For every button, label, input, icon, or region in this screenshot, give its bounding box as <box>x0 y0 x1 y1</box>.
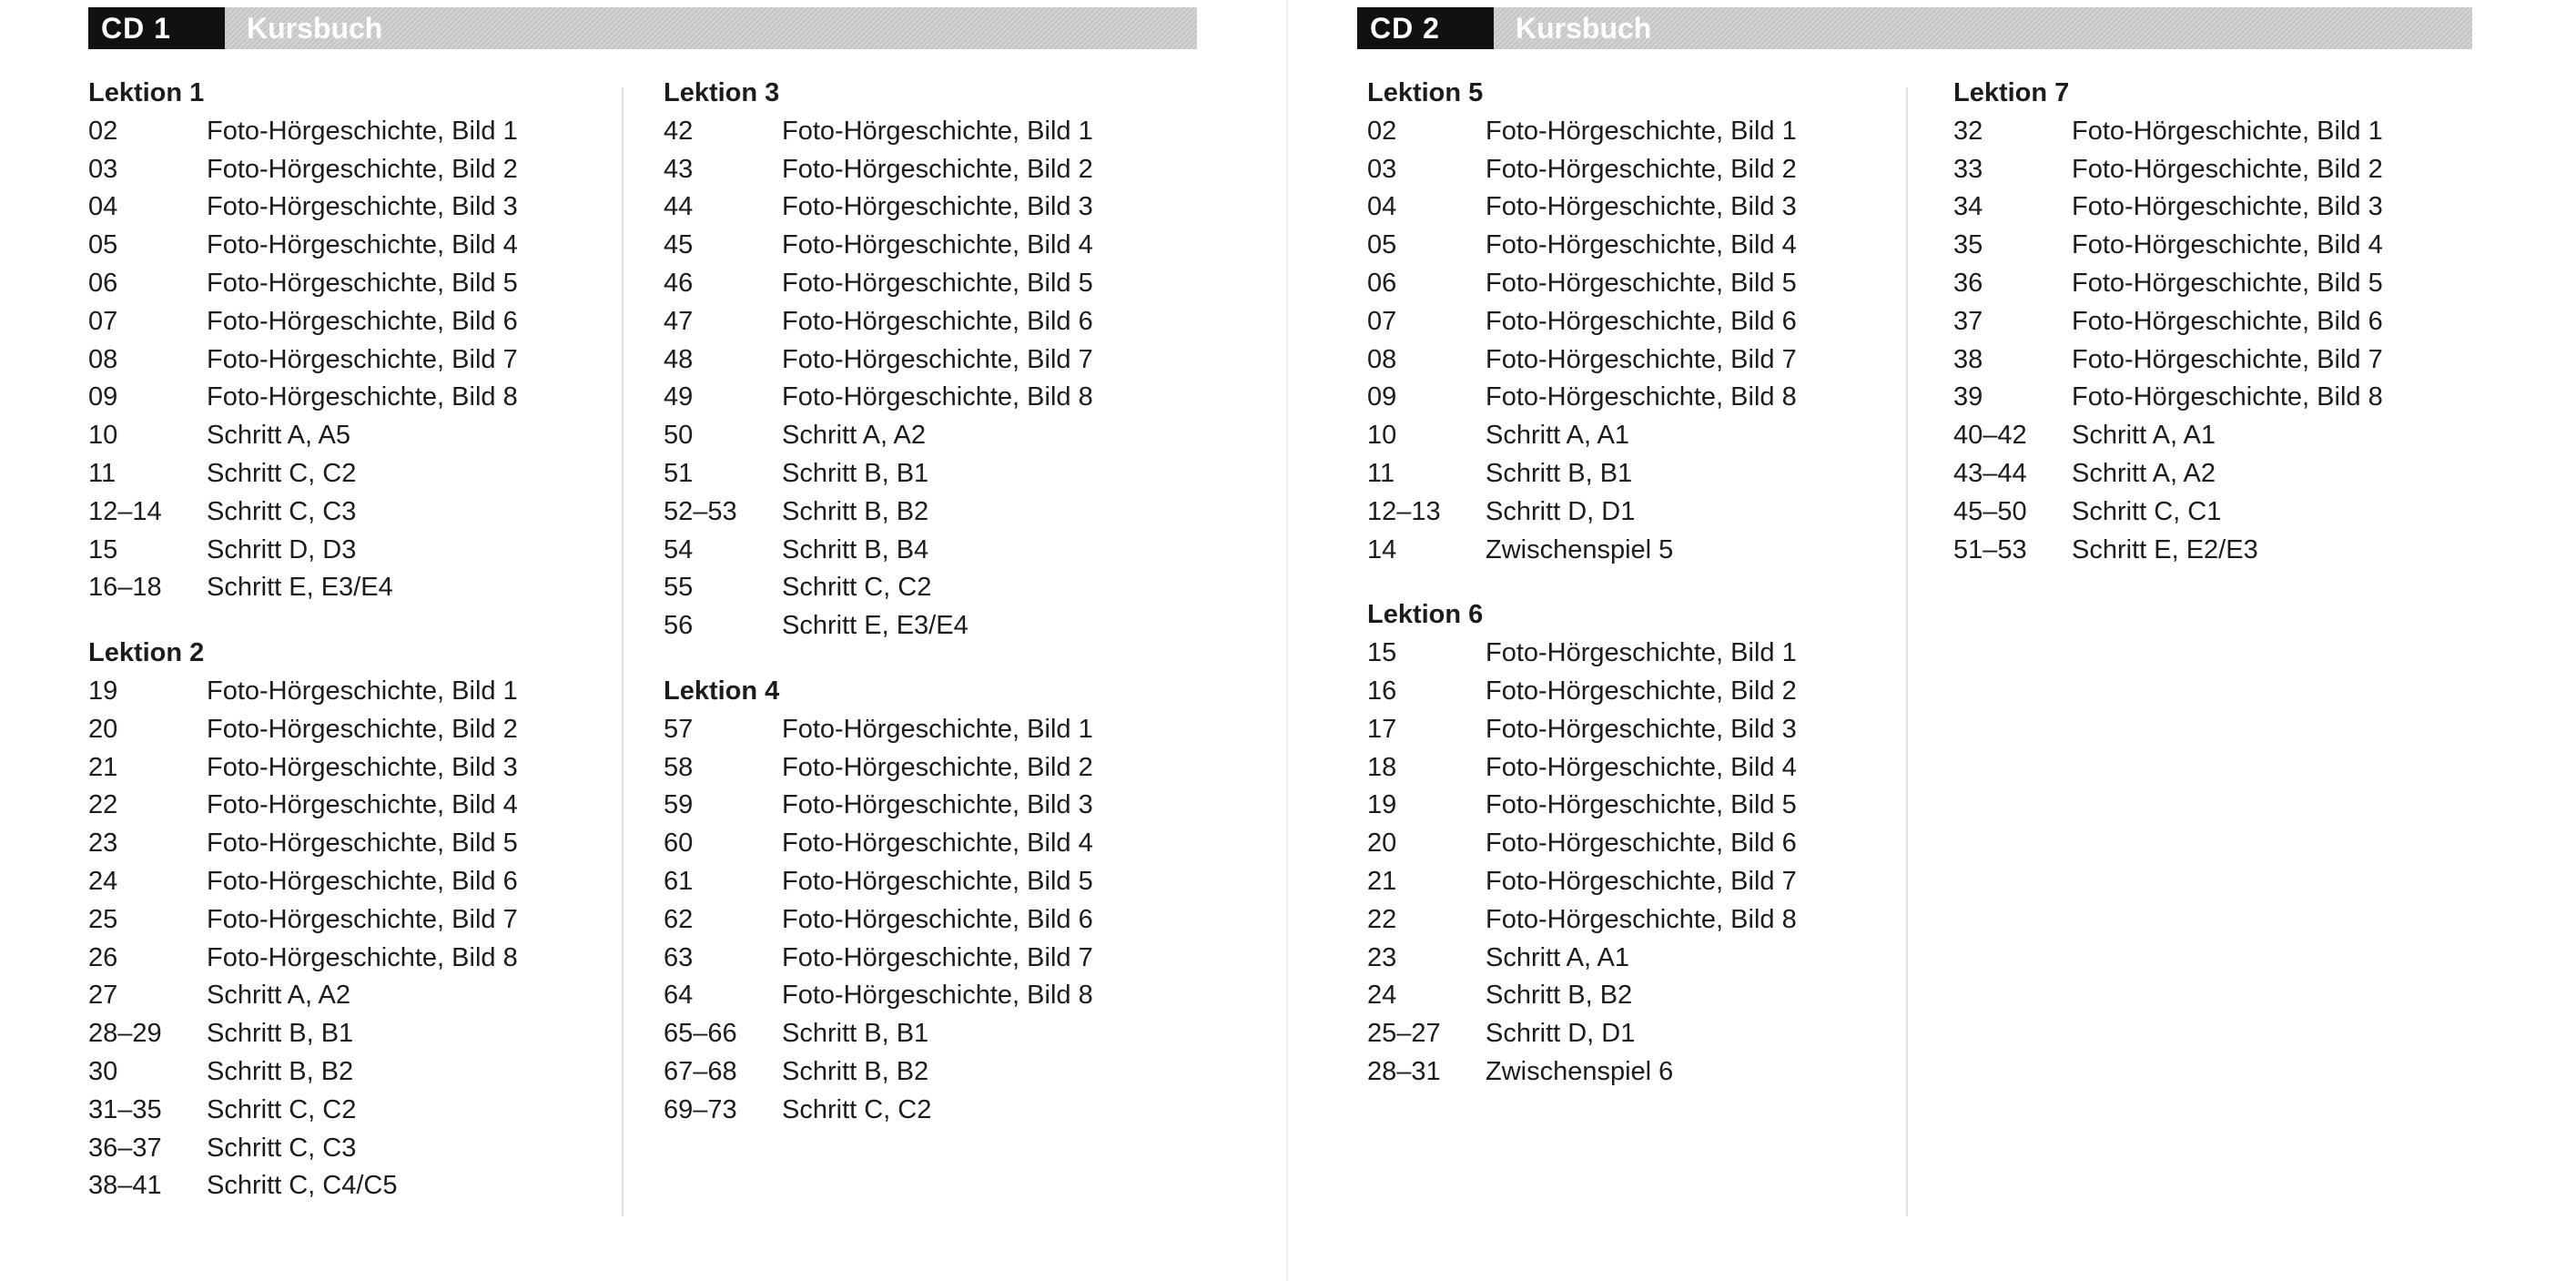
track-title: Schritt D, D1 <box>1486 496 1636 526</box>
track-number: 31–35 <box>88 1094 162 1124</box>
track-row <box>88 265 616 303</box>
track-number: 16 <box>1367 676 1397 706</box>
track-title: Foto-Hörgeschichte, Bild 7 <box>2072 344 2383 374</box>
lesson-title: Lektion 4 <box>664 676 780 706</box>
track-title: Schritt B, B2 <box>782 496 929 526</box>
track-title: Zwischenspiel 5 <box>1486 534 1674 564</box>
track-row <box>664 455 1192 493</box>
track-number: 16–18 <box>88 573 162 603</box>
track-row <box>1367 673 1895 711</box>
track-number: 36–37 <box>88 1133 162 1163</box>
track-number: 57 <box>664 714 694 744</box>
cd-label: CD 2 <box>1357 7 1494 49</box>
track-title: Zwischenspiel 6 <box>1486 1056 1674 1086</box>
track-number: 51 <box>664 458 694 488</box>
track-title: Schritt B, B1 <box>782 1019 929 1049</box>
track-number: 45–50 <box>1953 496 2027 526</box>
track-row <box>664 265 1192 303</box>
track-number: 08 <box>88 344 118 374</box>
lesson-section <box>664 75 1192 646</box>
track-row <box>664 493 1192 532</box>
track-title: Schritt C, C2 <box>207 458 357 488</box>
track-row <box>664 940 1192 978</box>
track-row <box>88 977 616 1015</box>
track-title: Foto-Hörgeschichte, Bild 6 <box>1486 829 1797 859</box>
track-title: Foto-Hörgeschichte, Bild 3 <box>1486 714 1797 744</box>
track-row <box>88 863 616 901</box>
track-row <box>1367 455 1895 493</box>
track-number: 05 <box>1367 230 1397 260</box>
track-title: Foto-Hörgeschichte, Bild 2 <box>207 714 518 744</box>
track-row <box>664 787 1192 825</box>
lesson-title: Lektion 1 <box>88 78 205 107</box>
track-row <box>664 341 1192 380</box>
cd2-header <box>1357 7 2472 49</box>
track-number: 47 <box>664 306 694 336</box>
track-row <box>664 607 1192 646</box>
track-number: 46 <box>664 268 694 298</box>
track-number: 10 <box>1367 421 1397 451</box>
track-row <box>88 569 616 607</box>
track-title: Schritt B, B1 <box>207 1019 354 1049</box>
track-number: 33 <box>1953 154 1983 184</box>
track-title: Schritt B, B1 <box>1486 458 1633 488</box>
track-title: Foto-Hörgeschichte, Bild 2 <box>782 752 1093 782</box>
track-number: 10 <box>88 421 118 451</box>
track-number: 49 <box>664 382 694 412</box>
track-row <box>664 569 1192 607</box>
track-row <box>88 1130 616 1168</box>
track-number: 04 <box>88 192 118 222</box>
track-row <box>664 711 1192 749</box>
track-row <box>664 188 1192 227</box>
track-number: 12–13 <box>1367 496 1441 526</box>
track-title: Foto-Hörgeschichte, Bild 6 <box>782 904 1093 934</box>
track-row <box>664 977 1192 1015</box>
track-row <box>664 227 1192 265</box>
track-row <box>664 749 1192 788</box>
track-number: 20 <box>1367 829 1397 859</box>
track-row <box>1953 417 2481 455</box>
track-row <box>88 901 616 940</box>
track-number: 19 <box>1367 790 1397 820</box>
lesson-section <box>88 635 616 1205</box>
track-title: Schritt A, A2 <box>207 981 350 1011</box>
track-number: 11 <box>1367 458 1395 488</box>
track-number: 30 <box>88 1056 118 1086</box>
track-row <box>1367 151 1895 189</box>
book-label: Kursbuch <box>1494 7 2472 49</box>
track-row <box>1367 265 1895 303</box>
track-row <box>1367 787 1895 825</box>
track-row <box>664 825 1192 863</box>
track-number: 45 <box>664 230 694 260</box>
track-row <box>1367 303 1895 341</box>
track-number: 44 <box>664 192 694 222</box>
track-row <box>1953 151 2481 189</box>
track-number: 15 <box>1367 638 1397 668</box>
track-row <box>1367 863 1895 901</box>
track-row <box>1367 1053 1895 1092</box>
track-title: Foto-Hörgeschichte, Bild 6 <box>782 306 1093 336</box>
track-title: Foto-Hörgeschichte, Bild 4 <box>782 230 1093 260</box>
track-row <box>664 901 1192 940</box>
track-row <box>88 227 616 265</box>
track-title: Foto-Hörgeschichte, Bild 8 <box>207 382 518 412</box>
track-number: 17 <box>1367 714 1397 744</box>
track-title: Schritt E, E3/E4 <box>207 573 393 603</box>
track-title: Foto-Hörgeschichte, Bild 8 <box>1486 904 1797 934</box>
track-row <box>1367 188 1895 227</box>
track-row <box>664 1015 1192 1053</box>
track-number: 22 <box>1367 904 1397 934</box>
track-column <box>1953 75 2481 596</box>
track-number: 06 <box>88 268 118 298</box>
cd-label: CD 1 <box>88 7 225 49</box>
track-number: 03 <box>88 154 118 184</box>
track-row <box>88 825 616 863</box>
track-column <box>664 75 1192 1157</box>
track-number: 05 <box>88 230 118 260</box>
track-title: Foto-Hörgeschichte, Bild 4 <box>207 230 518 260</box>
track-title: Foto-Hörgeschichte, Bild 1 <box>1486 638 1797 668</box>
track-title: Foto-Hörgeschichte, Bild 2 <box>782 154 1093 184</box>
track-number: 24 <box>88 866 118 896</box>
track-number: 48 <box>664 344 694 374</box>
track-title: Foto-Hörgeschichte, Bild 6 <box>1486 306 1797 336</box>
track-title: Foto-Hörgeschichte, Bild 7 <box>782 942 1093 972</box>
track-title: Schritt B, B2 <box>207 1056 354 1086</box>
track-title: Foto-Hörgeschichte, Bild 1 <box>782 116 1093 146</box>
track-number: 67–68 <box>664 1056 737 1086</box>
track-title: Schritt A, A2 <box>782 421 926 451</box>
track-number: 38 <box>1953 344 1983 374</box>
track-number: 56 <box>664 611 694 641</box>
track-number: 58 <box>664 752 694 782</box>
track-number: 38–41 <box>88 1171 162 1201</box>
track-row <box>1953 493 2481 532</box>
track-title: Schritt C, C2 <box>782 1094 932 1124</box>
lesson-title: Lektion 3 <box>664 78 780 107</box>
track-title: Foto-Hörgeschichte, Bild 8 <box>782 382 1093 412</box>
lesson-title: Lektion 7 <box>1953 78 2070 107</box>
track-number: 36 <box>1953 268 1983 298</box>
track-row <box>664 532 1192 570</box>
track-row <box>88 379 616 417</box>
track-number: 08 <box>1367 344 1397 374</box>
track-row <box>664 303 1192 341</box>
track-title: Foto-Hörgeschichte, Bild 1 <box>207 676 518 706</box>
track-row <box>88 940 616 978</box>
track-title: Schritt D, D1 <box>1486 1019 1636 1049</box>
track-row <box>88 1015 616 1053</box>
track-title: Schritt A, A1 <box>1486 942 1629 972</box>
track-number: 43–44 <box>1953 458 2027 488</box>
track-title: Foto-Hörgeschichte, Bild 7 <box>207 344 518 374</box>
track-number: 19 <box>88 676 118 706</box>
track-number: 21 <box>1367 866 1397 896</box>
track-row <box>1367 1015 1895 1053</box>
track-row <box>1953 227 2481 265</box>
lesson-title: Lektion 5 <box>1367 78 1484 107</box>
track-title: Foto-Hörgeschichte, Bild 3 <box>782 192 1093 222</box>
track-number: 62 <box>664 904 694 934</box>
track-number: 32 <box>1953 116 1983 146</box>
track-number: 27 <box>88 981 118 1011</box>
track-title: Foto-Hörgeschichte, Bild 6 <box>207 306 518 336</box>
track-title: Foto-Hörgeschichte, Bild 3 <box>207 192 518 222</box>
track-number: 07 <box>1367 306 1397 336</box>
track-row <box>88 188 616 227</box>
column-divider <box>622 87 624 1216</box>
track-title: Foto-Hörgeschichte, Bild 6 <box>2072 306 2383 336</box>
track-title: Foto-Hörgeschichte, Bild 4 <box>1486 752 1797 782</box>
track-row <box>88 341 616 380</box>
track-number: 23 <box>1367 942 1397 972</box>
track-number: 06 <box>1367 268 1397 298</box>
track-title: Foto-Hörgeschichte, Bild 3 <box>2072 192 2383 222</box>
lesson-section <box>664 673 1192 1130</box>
track-title: Schritt A, A1 <box>1486 421 1629 451</box>
track-title: Schritt C, C3 <box>207 1133 357 1163</box>
lesson-section <box>88 75 616 607</box>
track-title: Schritt E, E2/E3 <box>2072 534 2258 564</box>
track-number: 34 <box>1953 192 1983 222</box>
track-row <box>88 151 616 189</box>
track-row <box>88 417 616 455</box>
track-number: 63 <box>664 942 694 972</box>
track-row <box>1953 455 2481 493</box>
track-row <box>1367 227 1895 265</box>
track-number: 26 <box>88 942 118 972</box>
track-title: Foto-Hörgeschichte, Bild 5 <box>1486 790 1797 820</box>
track-number: 03 <box>1367 154 1397 184</box>
track-number: 28–31 <box>1367 1056 1441 1086</box>
track-number: 42 <box>664 116 694 146</box>
lesson-section <box>1367 75 1895 569</box>
track-title: Schritt A, A2 <box>2072 458 2216 488</box>
track-number: 07 <box>88 306 118 336</box>
track-number: 02 <box>1367 116 1397 146</box>
lesson-title: Lektion 2 <box>88 638 205 668</box>
track-title: Foto-Hörgeschichte, Bild 5 <box>207 268 518 298</box>
track-row <box>1367 940 1895 978</box>
track-row <box>88 532 616 570</box>
track-row <box>1953 379 2481 417</box>
track-title: Foto-Hörgeschichte, Bild 5 <box>207 829 518 859</box>
track-title: Foto-Hörgeschichte, Bild 3 <box>782 790 1093 820</box>
track-number: 14 <box>1367 534 1397 564</box>
track-row <box>88 455 616 493</box>
track-row <box>1953 303 2481 341</box>
track-number: 22 <box>88 790 118 820</box>
track-row <box>664 863 1192 901</box>
track-number: 23 <box>88 829 118 859</box>
track-title: Schritt C, C4/C5 <box>207 1171 398 1201</box>
track-title: Foto-Hörgeschichte, Bild 8 <box>782 981 1093 1011</box>
track-number: 09 <box>1367 382 1397 412</box>
track-row <box>1367 532 1895 570</box>
track-title: Foto-Hörgeschichte, Bild 7 <box>1486 866 1797 896</box>
track-number: 54 <box>664 534 694 564</box>
track-title: Foto-Hörgeschichte, Bild 2 <box>1486 154 1797 184</box>
track-row <box>664 379 1192 417</box>
book-label: Kursbuch <box>225 7 1197 49</box>
track-title: Schritt E, E3/E4 <box>782 611 969 641</box>
track-number: 21 <box>88 752 118 782</box>
track-row <box>1367 749 1895 788</box>
track-row <box>1367 977 1895 1015</box>
track-title: Foto-Hörgeschichte, Bild 4 <box>2072 230 2383 260</box>
track-title: Foto-Hörgeschichte, Bild 3 <box>207 752 518 782</box>
track-number: 60 <box>664 829 694 859</box>
track-column <box>88 75 616 1233</box>
track-row <box>1367 635 1895 673</box>
track-number: 11 <box>88 458 117 488</box>
track-row <box>1367 113 1895 151</box>
track-number: 25–27 <box>1367 1019 1441 1049</box>
track-row <box>88 493 616 532</box>
track-title: Schritt D, D3 <box>207 534 357 564</box>
track-number: 39 <box>1953 382 1983 412</box>
track-row <box>1953 341 2481 380</box>
track-title: Foto-Hörgeschichte, Bild 8 <box>1486 382 1797 412</box>
track-number: 69–73 <box>664 1094 737 1124</box>
track-title: Foto-Hörgeschichte, Bild 4 <box>1486 230 1797 260</box>
track-title: Schritt C, C1 <box>2072 496 2222 526</box>
track-number: 20 <box>88 714 118 744</box>
track-number: 04 <box>1367 192 1397 222</box>
cd1-header <box>88 7 1197 49</box>
track-number: 65–66 <box>664 1019 737 1049</box>
track-title: Schritt B, B1 <box>782 458 929 488</box>
track-title: Foto-Hörgeschichte, Bild 2 <box>2072 154 2383 184</box>
track-row <box>664 417 1192 455</box>
lesson-section <box>1367 596 1895 1091</box>
track-row <box>1367 493 1895 532</box>
track-title: Foto-Hörgeschichte, Bild 1 <box>207 116 518 146</box>
track-number: 02 <box>88 116 118 146</box>
track-row <box>1367 417 1895 455</box>
track-title: Schritt B, B2 <box>782 1056 929 1086</box>
track-title: Foto-Hörgeschichte, Bild 3 <box>1486 192 1797 222</box>
track-number: 28–29 <box>88 1019 162 1049</box>
track-title: Foto-Hörgeschichte, Bild 1 <box>782 714 1093 744</box>
track-title: Foto-Hörgeschichte, Bild 5 <box>782 268 1093 298</box>
track-number: 18 <box>1367 752 1397 782</box>
track-row <box>88 1053 616 1092</box>
lesson-section <box>1953 75 2481 569</box>
track-title: Foto-Hörgeschichte, Bild 8 <box>207 942 518 972</box>
track-title: Schritt C, C2 <box>207 1094 357 1124</box>
lesson-title: Lektion 6 <box>1367 600 1484 630</box>
track-row <box>1953 188 2481 227</box>
track-row <box>664 1053 1192 1092</box>
track-column <box>1367 75 1895 1119</box>
track-number: 43 <box>664 154 694 184</box>
track-row <box>1953 532 2481 570</box>
track-title: Foto-Hörgeschichte, Bild 6 <box>207 866 518 896</box>
track-number: 50 <box>664 421 694 451</box>
track-row <box>1367 825 1895 863</box>
track-title: Schritt A, A5 <box>207 421 350 451</box>
track-title: Schritt A, A1 <box>2072 421 2216 451</box>
track-row <box>1367 341 1895 380</box>
track-row <box>88 787 616 825</box>
track-title: Schritt B, B4 <box>782 534 929 564</box>
track-title: Foto-Hörgeschichte, Bild 5 <box>2072 268 2383 298</box>
track-row <box>664 151 1192 189</box>
track-title: Foto-Hörgeschichte, Bild 2 <box>207 154 518 184</box>
track-number: 51–53 <box>1953 534 2027 564</box>
track-number: 59 <box>664 790 694 820</box>
track-title: Foto-Hörgeschichte, Bild 1 <box>1486 116 1797 146</box>
track-row <box>88 113 616 151</box>
track-row <box>88 749 616 788</box>
track-title: Foto-Hörgeschichte, Bild 5 <box>1486 268 1797 298</box>
cd2-panel <box>1288 0 2576 1281</box>
track-title: Foto-Hörgeschichte, Bild 1 <box>2072 116 2383 146</box>
track-title: Foto-Hörgeschichte, Bild 4 <box>207 790 518 820</box>
track-title: Schritt B, B2 <box>1486 981 1633 1011</box>
track-number: 37 <box>1953 306 1983 336</box>
track-row <box>1367 901 1895 940</box>
track-title: Foto-Hörgeschichte, Bild 8 <box>2072 382 2383 412</box>
track-number: 12–14 <box>88 496 162 526</box>
track-number: 40–42 <box>1953 421 2027 451</box>
track-row <box>664 1092 1192 1130</box>
track-number: 35 <box>1953 230 1983 260</box>
track-title: Foto-Hörgeschichte, Bild 4 <box>782 829 1093 859</box>
track-number: 15 <box>88 534 118 564</box>
track-row <box>1953 265 2481 303</box>
track-row <box>664 113 1192 151</box>
track-title: Foto-Hörgeschichte, Bild 7 <box>1486 344 1797 374</box>
column-divider <box>1906 87 1908 1216</box>
track-row <box>88 711 616 749</box>
track-row <box>88 1167 616 1205</box>
track-title: Foto-Hörgeschichte, Bild 2 <box>1486 676 1797 706</box>
track-row <box>1367 711 1895 749</box>
track-number: 52–53 <box>664 496 737 526</box>
track-title: Foto-Hörgeschichte, Bild 5 <box>782 866 1093 896</box>
track-number: 24 <box>1367 981 1397 1011</box>
track-number: 64 <box>664 981 694 1011</box>
track-title: Foto-Hörgeschichte, Bild 7 <box>782 344 1093 374</box>
track-number: 09 <box>88 382 118 412</box>
track-title: Schritt C, C2 <box>782 573 932 603</box>
track-row <box>88 303 616 341</box>
track-number: 25 <box>88 904 118 934</box>
track-row <box>88 1092 616 1130</box>
track-row <box>1953 113 2481 151</box>
track-number: 55 <box>664 573 694 603</box>
track-title: Schritt C, C3 <box>207 496 357 526</box>
track-title: Foto-Hörgeschichte, Bild 7 <box>207 904 518 934</box>
track-row <box>1367 379 1895 417</box>
track-number: 61 <box>664 866 694 896</box>
track-row <box>88 673 616 711</box>
